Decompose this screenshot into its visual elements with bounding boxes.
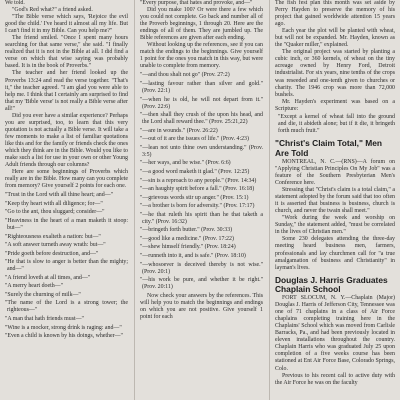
paragraph: Did you make 100? Or were there a few which you could not complete. Go back and number all of the Proverb beginnings, 1 through 20. Here are the endings of all of them. They are jumbled up. The Bible references are given after each ending. xyxy=(140,7,263,42)
list-item: "—a brother is born for adversity." (Prov. 17:17) xyxy=(140,203,255,210)
paragraph: The fish fest plan this month was set aside by Perry Hayden to preserve the memory of his project that gained worldwide attention 15 years ago. xyxy=(275,0,395,28)
list-item: "Go to the ant, thou sluggard; consider—" xyxy=(5,209,105,216)
list-item: "Heaviness in the heart of a man maketh it stoop: but—" xyxy=(5,217,128,231)
scripture-quote: "Except a kernel of wheat fall into the ground and die, it abideth alone; but if it die, it bringeth forth much fruit." xyxy=(278,114,395,135)
paragraph: Did you ever have a similar experience? Perhaps you are surprised, too, to learn that this very quotation is not actually a Bible verse. It will take a few moments to make a list of familiar quotations like this and for the family or friends check the ones which they think are in the Bible. Would you like to make such a list for use in your own or other Young Adult friends through our columns? xyxy=(5,112,128,169)
list-item: "A soft answer turneth away wrath: but—" xyxy=(5,242,106,249)
column-proverb-endings xyxy=(140,0,263,400)
paragraph: We told. xyxy=(5,0,25,6)
list-item: "—runneth into it, and is safe." (Prov. 18:10) xyxy=(140,253,246,259)
column-divider xyxy=(134,0,135,400)
list-item: "—are in wounds." (Prov. 26:22) xyxy=(140,127,218,134)
proverb-beginnings-list xyxy=(5,192,128,340)
list-item: "—shew himself friendly." (Prov. 18:24) xyxy=(140,244,236,251)
list-item: "—her ways, and be wise." (Prov. 6:6) xyxy=(140,160,231,167)
paragraph: The teacher and her friend looked up the Proverbs 13:24 and read the verse together. "That's it," the teacher agreed. "I am glad you were able to help me. I think that I certainly am surprised to find that my 'Bible verse' is not really a Bible verse after all!" xyxy=(5,70,128,112)
list-item: "—an haughty spirit before a fall." (Prov. 16:18) xyxy=(140,186,255,193)
paragraph: "Work during the week and worship on Sunday," the statement added, "must be correlated in the lives of Christian men." xyxy=(275,215,395,236)
paragraph: The friend smiled. "Once I spent many hours searching for that same verse," she said. "I finally realized that it is not in the Bible at all. I did find a verse on which that wise saying was probably based. It is in the book of Proverbs." xyxy=(5,35,128,70)
list-item: "—lean not unto thine own understanding." (Prov. 3:5) xyxy=(140,144,263,158)
list-item: "—when he is old, he will not depart from it." (Prov. 22:6) xyxy=(140,96,263,110)
list-item: "He that is slow to anger is better than the mighty; and—" xyxy=(5,259,128,273)
paragraph: Some 230 delegates attending the three-day meeting heard business men, farmers, professionals and lay churchmen call for "a true amalgamation of business and Christianity" in layman's lives. xyxy=(275,236,395,271)
column-proverbs-article xyxy=(5,0,128,400)
headline: "Christ's Claim Total," Men Are Told xyxy=(275,138,383,158)
list-item: "—grievous words stir up anger." (Prov. 15:1) xyxy=(140,194,249,201)
list-item: "A friend loveth at all times, and—" xyxy=(5,274,91,281)
list-item: "Even a child is known by his doings, whether—" xyxy=(5,333,123,340)
list-item: "Keep thy heart with all diligence; for—" xyxy=(5,200,103,207)
list-item: "—lasting favour rather than silver and gold." (Prov. 22:1) xyxy=(140,81,263,95)
paragraph: Stressing that "Christ's claim is a total claim," a statement adopted by the forum said that too often it is asserted that business is business, church is church, and never the twain shall meet." xyxy=(275,187,395,215)
paragraph: Mr. Hayden's experiment was based on a Scripture: xyxy=(275,98,395,112)
headline: Douglas J. Harris Graduates Chaplain School xyxy=(275,274,388,294)
proverb-endings-list xyxy=(140,72,263,291)
list-item: "—out of it are the issues of life." (Prov. 4:23) xyxy=(140,136,249,143)
list-item: "Wine is a mocker, strong drink is raging: and—" xyxy=(5,324,122,331)
paragraph: Previous to his recent call to active duty with the Air Force he was on the faculty xyxy=(275,372,395,386)
list-item: "—his work be pure, and whether it be right." (Prov. 20:11) xyxy=(140,277,263,291)
paragraph: "God's Red what?" a friend asked. xyxy=(12,7,93,14)
list-item: "—bringeth forth butter." (Prov. 30:33) xyxy=(140,227,233,234)
list-item: "A man that hath friends must—" xyxy=(5,315,84,322)
list-item: "—then shall they crush of the upon his head, and the Lord shall reward thee." (Prov. 25:21,22) xyxy=(140,112,263,126)
paragraph: "The Bible verse which says, 'Rejoice the evil good the child.' I've heard it almost all my life. But I can't find it in my Bible. Can you help me?" xyxy=(5,14,128,35)
paragraph: MONTREAL, N. C.—(RNS)—A forum on "Applying Christian Principles On My Job" was a feature of the Southern Presbyterian Men's Conference here. xyxy=(275,158,395,187)
list-item: "—a good word maketh it glad." (Prov. 12:25) xyxy=(140,169,250,176)
list-item: "Trust in the Lord with all thine heart; and—" xyxy=(5,192,113,199)
list-item: "—good like a medicine." (Prov. 17:22) xyxy=(140,235,234,242)
list-item: "—sin is a reproach to any people." (Prov. 14:34) xyxy=(140,177,257,184)
paragraph: Without looking up the references, see if you can match the endings to the beginnings. Give yourself 1 point for the ones you match in this way, but were unable to complete from memory. xyxy=(140,42,263,70)
paragraph: Now check your answers by the references. This will help you to match the beginnings and endings on which you are not positive. Give yourself 1 point for each xyxy=(140,292,263,320)
list-item: "A merry heart doeth—" xyxy=(5,283,63,290)
paragraph: The original project was started by planting a cubic inch, or 360 kernels, of wheat on the tiny acreage owned by Henry Ford, Detroit industrialist. For six years, nine tenths of the crops was reseeded and one-tenth given to churches or charity. The 1946 crop was more than 72,000 bushels. xyxy=(275,49,395,98)
column-divider xyxy=(269,0,270,400)
list-item: "—whosoever is deceived thereby is not wise." (Prov. 20:1) xyxy=(140,261,263,275)
column-news xyxy=(275,0,395,400)
paragraph: Each year the plot will be planted with wheat, but will not be expanded. Mr. Hayden, known as the "Quaker miller," explained. xyxy=(275,28,395,49)
paragraph: Here are some beginnings of Proverbs which really are in the Bible. How many can you complete from memory? Give yourself 2 points for each one. xyxy=(5,169,128,190)
list-item: "Righteousness exalteth a nation: but—" xyxy=(5,233,101,240)
paragraph: FORT SLOCUM, N. Y.—Chaplain (Major) Douglas J. Harris of Jefferson City, Tennessee was one of 71 chaplains in a class of Air Force chaplains completing training here in the Chaplains' School which was moved from Carlisle Barracks, Pa., and had been previously located in eleven installations throughout the country. Chaplain Harris who was graduated July 25 upon completion of a five weeks course has been stationed at Ent Air Force Base, Colorado Springs, Colo. xyxy=(275,295,395,372)
list-item: "The name of the Lord is a strong tower; the righteous—" xyxy=(5,300,128,314)
list-item: "—he that ruleth his spirit than he that taketh a city." (Prov. 16:32) xyxy=(140,211,263,225)
paragraph: "Every purpose, that hates and provoke, and—" xyxy=(140,0,253,6)
list-item: "—and thou shalt not go" (Prov. 27:2) xyxy=(140,72,230,79)
list-item: "Surely the churning of milk—" xyxy=(5,291,81,298)
list-item: "Pride goeth before destruction, and—" xyxy=(5,250,99,257)
